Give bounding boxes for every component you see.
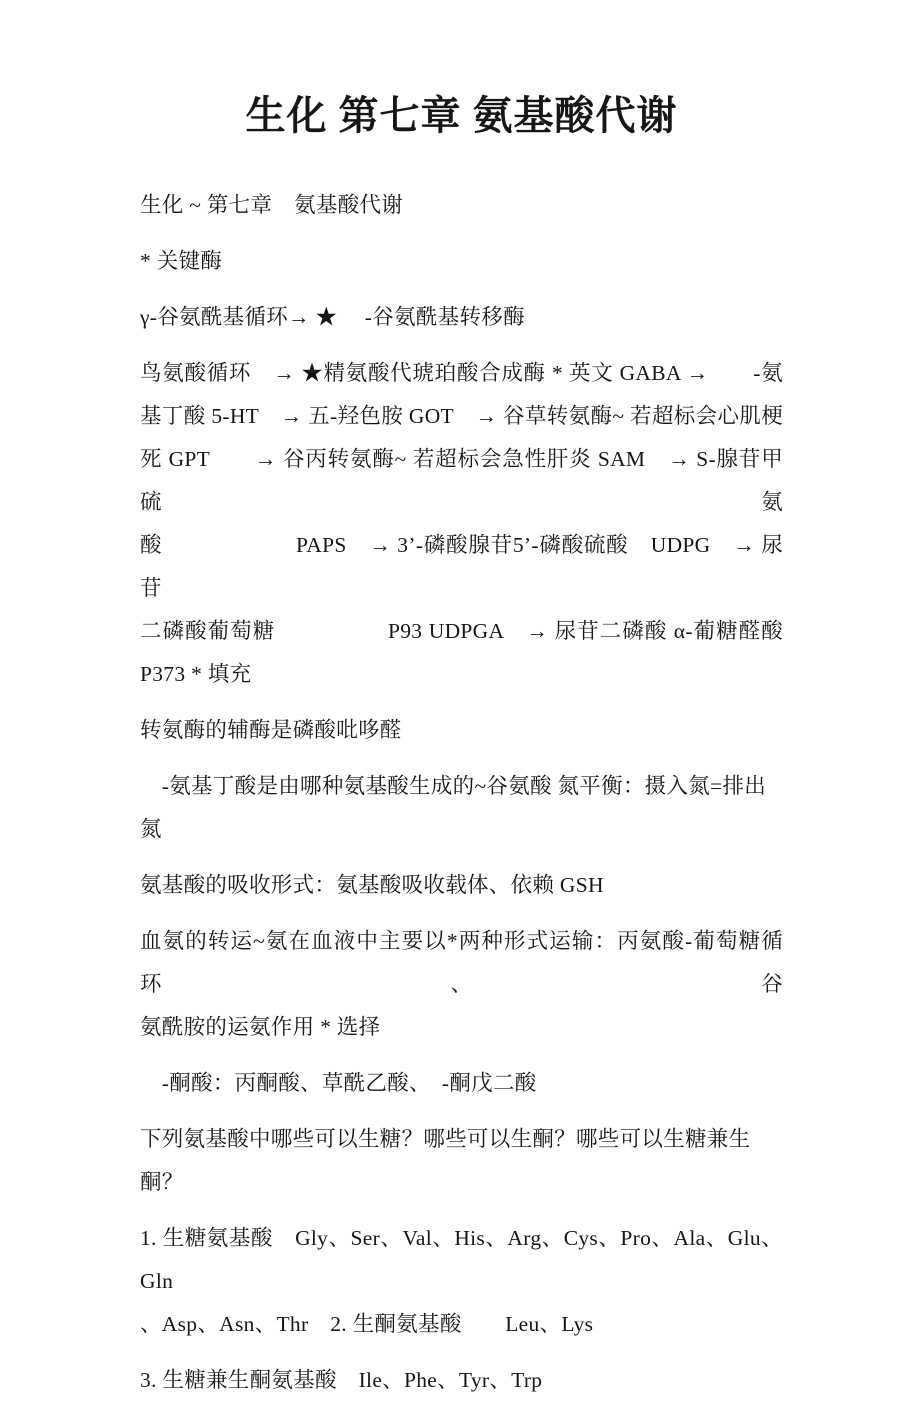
paragraph <box>140 1062 783 1105</box>
paragraph <box>140 765 783 851</box>
paragraph <box>140 920 783 1049</box>
text-line: 酸 PAPS → 3’-磷酸腺苷5’-磷酸硫酸 UDPG → 尿苷 <box>140 533 783 600</box>
paragraph <box>140 296 783 339</box>
text-line: 氨基酸的吸收形式：氨基酸吸收载体、依赖 GSH <box>140 873 604 897</box>
paragraph <box>140 1359 783 1402</box>
text-line: 转氨酶的辅酶是磷酸吡哆醛 <box>140 718 402 742</box>
text-line: 生化 ~ 第七章 氨基酸代谢 <box>140 193 404 217</box>
paragraph <box>140 864 783 907</box>
text-line: 3. 生糖兼生酮氨基酸 Ile、Phe、Tyr、Trp <box>140 1368 543 1392</box>
paragraph <box>140 352 783 696</box>
text-line: 氨酰胺的运氨作用 * 选择 <box>140 1015 381 1039</box>
text-line: -酮酸：丙酮酸、草酰乙酸、 -酮戊二酸 <box>140 1071 537 1095</box>
text-line: 鸟氨酸循环 → ★精氨酸代琥珀酸合成酶 * 英文 GABA → -氨 <box>140 361 783 385</box>
text-line: 基丁酸 5-HT → 五-羟色胺 GOT → 谷草转氨酶~ 若超标会心肌梗 <box>140 404 783 428</box>
paragraph <box>140 1217 783 1346</box>
text-line: γ-谷氨酰基循环→ ★ -谷氨酰基转移酶 <box>140 305 525 329</box>
text-line: 死 GPT → 谷丙转氨酶~ 若超标会急性肝炎 SAM → S-腺苷甲硫氨 <box>140 447 783 514</box>
paragraph <box>140 240 783 283</box>
text-line: P373 * 填充 <box>140 662 252 686</box>
text-line: 二磷酸葡萄糖 P93 UDPGA → 尿苷二磷酸 α-葡糖醛酸 <box>140 619 783 643</box>
page-title: 生化 第七章 氨基酸代谢 <box>245 93 678 138</box>
text-line: 、Asp、Asn、Thr 2. 生酮氨基酸 Leu、Lys <box>140 1312 594 1336</box>
text-line: 1. 生糖氨基酸 Gly、Ser、Val、His、Arg、Cys、Pro、Ala、Glu、Gln <box>140 1226 783 1293</box>
paragraph <box>140 184 783 227</box>
paragraph <box>140 1118 783 1204</box>
paragraph <box>140 709 783 752</box>
text-line: 下列氨基酸中哪些可以生糖？哪些可以生酮？哪些可以生糖兼生酮？ <box>140 1127 751 1194</box>
text-line: 血氨的转运~氨在血液中主要以*两种形式运输：丙氨酸-葡萄糖循环、谷 <box>140 929 783 996</box>
text-line: * 关键酶 <box>140 249 223 273</box>
text-line: -氨基丁酸是由哪种氨基酸生成的~谷氨酸 氮平衡：摄入氮=排出氮 <box>140 774 767 841</box>
